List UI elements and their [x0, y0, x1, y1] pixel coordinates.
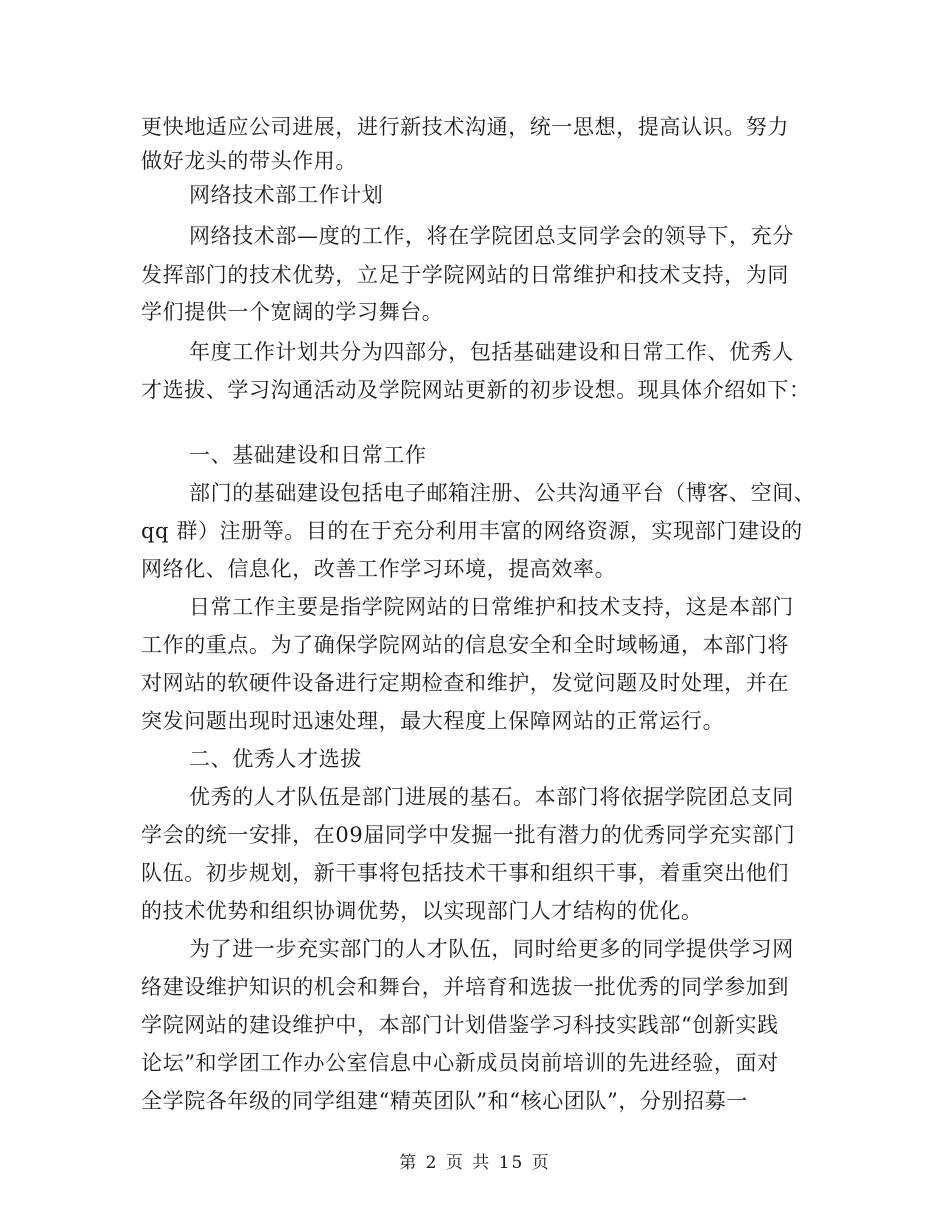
body-text-line: 的技术优势和组织协调优势，以实现部门人才结构的优化。: [141, 899, 703, 923]
body-text-line: 更快地适应公司进展，进行新技术沟通，统一思想，提高认识。努力: [141, 115, 789, 139]
body-text-line: 对网站的软硬件设备进行定期检查和维护，发觉问题及时处理，并在: [141, 671, 789, 695]
paragraph-first-line: 年度工作计划共分为四部分，包括基础建设和日常工作、优秀人: [189, 340, 794, 364]
body-text-line: 发挥部门的技术优势，立足于学院网站的日常维护和技术支持，为同: [141, 263, 789, 287]
body-text-line: 做好龙头的带头作用。: [141, 149, 357, 173]
body-text-line: 络建设维护知识的机会和舞台，并培育和选拔一批优秀的同学参加到: [141, 975, 789, 999]
paragraph-first-line: 网络技术部—度的工作，将在学院团总支同学会的领导下，充分: [189, 224, 794, 248]
section-heading: 二、优秀人才选拔: [189, 747, 362, 771]
body-text-line: 队伍。初步规划，新干事将包括技术干事和组织干事，着重突出他们: [141, 861, 789, 885]
body-text-line: qq 群）注册等。目的在于充分利用丰富的网络资源，实现部门建设的: [141, 519, 803, 543]
paragraph-first-line: 为了进一步充实部门的人才队伍，同时给更多的同学提供学习网: [189, 937, 794, 961]
body-text-line: 论坛”和学团工作办公室信息中心新成员岗前培训的先进经验，面对: [141, 1051, 779, 1075]
paragraph-first-line: 日常工作主要是指学院网站的日常维护和技术支持，这是本部门: [189, 595, 794, 619]
section-heading: 网络技术部工作计划: [189, 183, 384, 207]
body-text-line: 学们提供一个宽阔的学习舞台。: [141, 300, 444, 324]
section-heading: 一、基础建设和日常工作: [189, 443, 427, 467]
body-text-line: 学会的统一安排，在09届同学中发掘一批有潜力的优秀同学充实部门: [141, 823, 796, 847]
body-text-line: 网络化、信息化，改善工作学习环境，提高效率。: [141, 557, 617, 581]
paragraph-first-line: 部门的基础建设包括电子邮箱注册、公共沟通平台（博客、空间、: [189, 481, 816, 505]
body-text-line: 才选拔、学习沟通活动及学院网站更新的初步设想。现具体介绍如下：: [141, 378, 811, 402]
body-text-line: 工作的重点。为了确保学院网站的信息安全和全时域畅通，本部门将: [141, 633, 789, 657]
body-text-line: 突发问题出现时迅速处理，最大程度上保障网站的正常运行。: [141, 709, 725, 733]
body-text-line: 全学院各年级的同学组建“精英团队”和“核心团队”，分别招募一: [141, 1089, 748, 1113]
paragraph-first-line: 优秀的人才队伍是部门进展的基石。本部门将依据学院团总支同: [189, 785, 794, 809]
page-number-footer: 第 2 页 共 15 页: [399, 1153, 551, 1173]
body-text-line: 学院网站的建设维护中，本部门计划借鉴学习科技实践部“创新实践: [141, 1013, 779, 1037]
